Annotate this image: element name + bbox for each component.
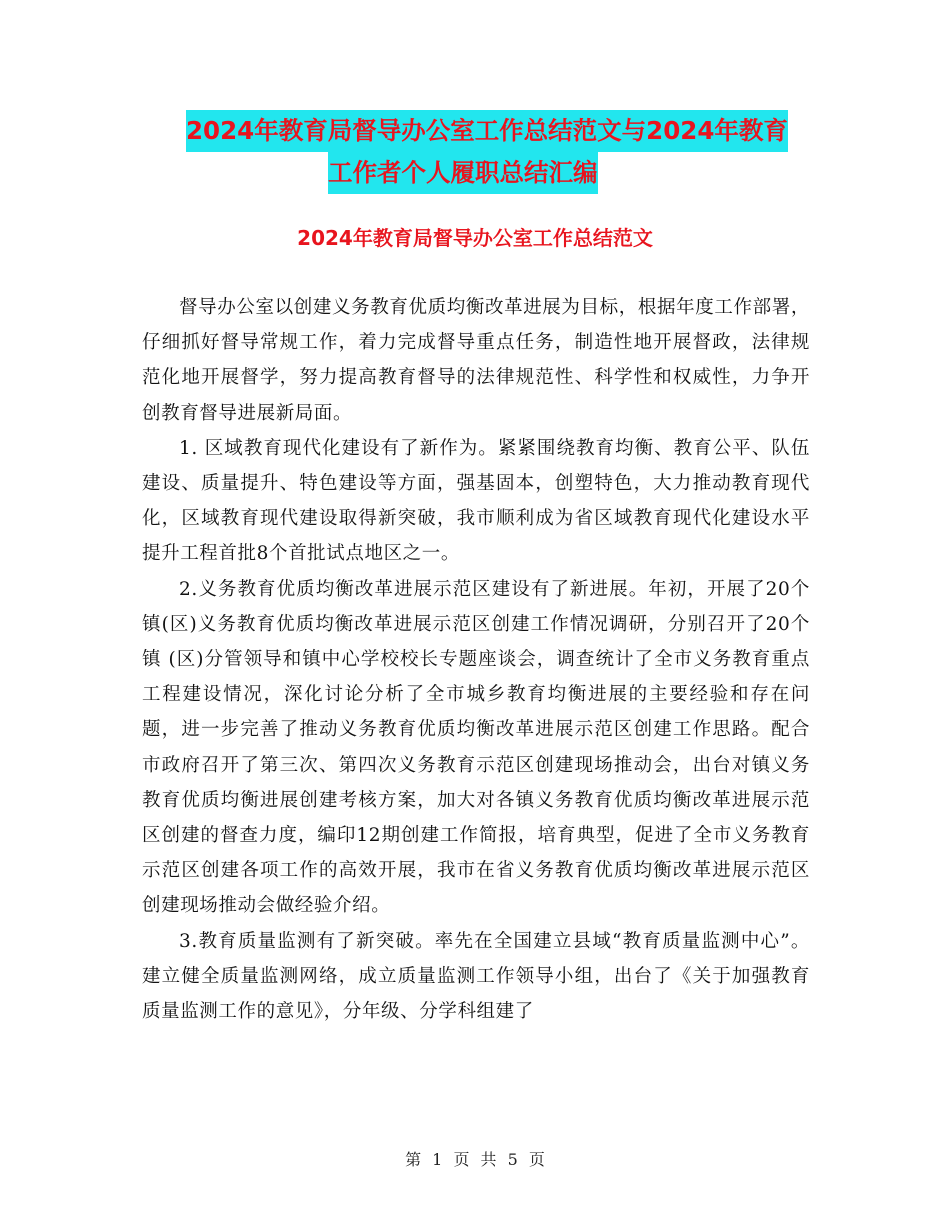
document-title-line-1: 2024年教育局督导办公室工作总结范文与2024年教育 xyxy=(186,110,788,152)
paragraph-item-3: 3.教育质量监测有了新突破。率先在全国建立县域“教育质量监测中心”。建立健全质量监测网络，成立质量监测工作领导小组，出台了《关于加强教育质量监测工作的意见》，分年级、分学科组建了 xyxy=(142,930,810,1023)
paragraph-item-2: 2.义务教育优质均衡改革进展示范区建设有了新进展。年初，开展了20个镇(区)义务教育优质均衡改革进展示范区创建工作情况调研，分别召开了20个镇 (区)分管领导和镇中心学校校长专题座谈会，调查统计了全市义务教育重点工程建设情况，深化讨论分析了全市城乡教育均衡进展的主要经验和存在问题，进一步完善了推动义务教育优质均衡改革进展示范区创建工作思路。配合市政府召开了第三次、第四次义务教育示范区创建现场推动会，出台对镇义务教育优质均衡进展创建考核方案，加大对各镇义务教育优质均衡改革进展示范区创建的督查力度，编印12期创建工作简报，培育典型，促进了全市义务教育示范区创建各项工作的高效开展，我市在省义务教育优质均衡改革进展示范区创建现场推动会做经验介绍。 xyxy=(142,578,810,917)
page-number-footer: 第 1 页 共 5 页 xyxy=(405,1150,545,1169)
section-heading: 2024年教育局督导办公室工作总结范文 xyxy=(297,226,653,250)
document-title xyxy=(186,110,816,194)
paragraph-item-1: 1. 区域教育现代化建设有了新作为。紧紧围绕教育均衡、教育公平、队伍建设、质量提升、特色建设等方面，强基固本，创塑特色，大力推动教育现代化，区域教育现代建设取得新突破，我市顺利成为省区域教育现代化建设水平提升工程首批8个首批试点地区之一。 xyxy=(142,437,810,565)
document-title-line-2: 工作者个人履职总结汇编 xyxy=(328,152,598,194)
paragraph-intro: 督导办公室以创建义务教育优质均衡改革进展为目标，根据年度工作部署，仔细抓好督导常规工作，着力完成督导重点任务，制造性地开展督政，法律规范化地开展督学，努力提高教育督导的法律规范性、科学性和权威性，力争开创教育督导进展新局面。 xyxy=(142,297,810,424)
document-body xyxy=(142,290,810,1029)
